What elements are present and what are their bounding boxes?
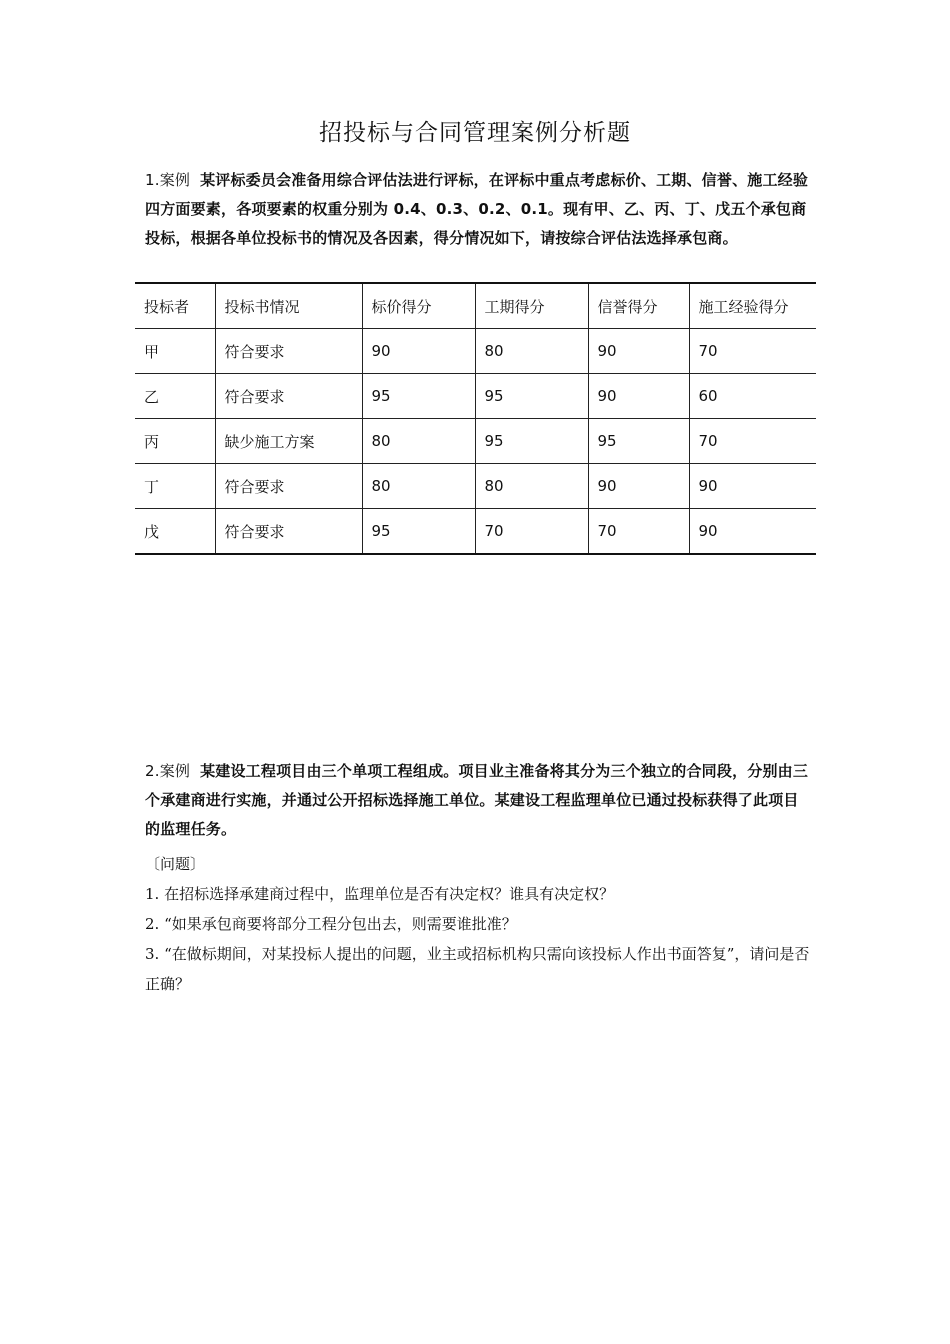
table-cell: 60 [689,374,816,419]
case-2-text: 某建设工程项目由三个单项工程组成。项目业主准备将其分为三个独立的合同段，分别由三个承建商进行实施，并通过公开招标选择施工单位。某建设工程监理单位已通过投标获得了此项目的监理任务。 [145,762,809,838]
table-cell: 90 [362,329,475,374]
table-cell: 95 [588,419,689,464]
table-cell: 70 [475,509,588,555]
table-cell: 乙 [135,374,215,419]
table-cell: 丙 [135,419,215,464]
table-cell: 80 [475,329,588,374]
table-cell: 90 [689,509,816,555]
case-2-paragraph [145,757,813,844]
table-cell: 95 [362,374,475,419]
table-header-cell: 投标书情况 [215,283,362,329]
table-cell: 甲 [135,329,215,374]
score-table [135,282,816,555]
table-header-cell: 施工经验得分 [689,283,816,329]
table-cell: 90 [588,374,689,419]
table-cell: 缺少施工方案 [215,419,362,464]
table-cell: 70 [588,509,689,555]
table-row [135,419,816,464]
table-cell: 戊 [135,509,215,555]
table-header-cell: 标价得分 [362,283,475,329]
table-row [135,464,816,509]
table-header-cell: 信誉得分 [588,283,689,329]
table-cell: 80 [362,464,475,509]
table-cell: 95 [475,374,588,419]
question-item: 1. 在招标选择承建商过程中，监理单位是否有决定权？谁具有决定权？ [145,885,615,903]
document-title: 招投标与合同管理案例分析题 [319,120,631,146]
table-cell: 70 [689,419,816,464]
table-cell: 70 [689,329,816,374]
table-header-row [135,283,816,329]
table-cell: 90 [588,329,689,374]
table-cell: 符合要求 [215,374,362,419]
case-2-label: 2.案例 [145,762,191,780]
case-1-paragraph [145,166,813,253]
question-item: 2. “如果承包商要将部分工程分包出去，则需要谁批准？ [145,915,517,933]
table-cell: 符合要求 [215,509,362,555]
question-item: 3. “在做标期间，对某投标人提出的问题，业主或招标机构只需向该投标人作出书面答复”，请问是否正确？ [145,945,810,993]
table-cell: 90 [588,464,689,509]
table-cell: 丁 [135,464,215,509]
table-row [135,509,816,555]
table-header-cell: 工期得分 [475,283,588,329]
case-1-text: 某评标委员会准备用综合评估法进行评标，在评标中重点考虑标价、工期、信誉、施工经验四方面要素，各项要素的权重分别为 0.4、0.3、0.2、0.1。现有甲、乙、丙、丁、戊五个承包商投标，根据各单位投标书的情况及各因素，得分情况如下，请按综合评估法选择承包商。 [145,171,809,247]
table-cell: 80 [475,464,588,509]
table-header-cell: 投标者 [135,283,215,329]
table-cell: 符合要求 [215,329,362,374]
questions-section [145,849,815,999]
table-row [135,374,816,419]
case-1-label: 1.案例 [145,171,191,189]
table-body [135,329,816,555]
table-cell: 90 [689,464,816,509]
table-cell: 95 [362,509,475,555]
table-row [135,329,816,374]
questions-heading: 〔问题〕 [145,855,206,873]
table-cell: 符合要求 [215,464,362,509]
table-cell: 95 [475,419,588,464]
table-cell: 80 [362,419,475,464]
